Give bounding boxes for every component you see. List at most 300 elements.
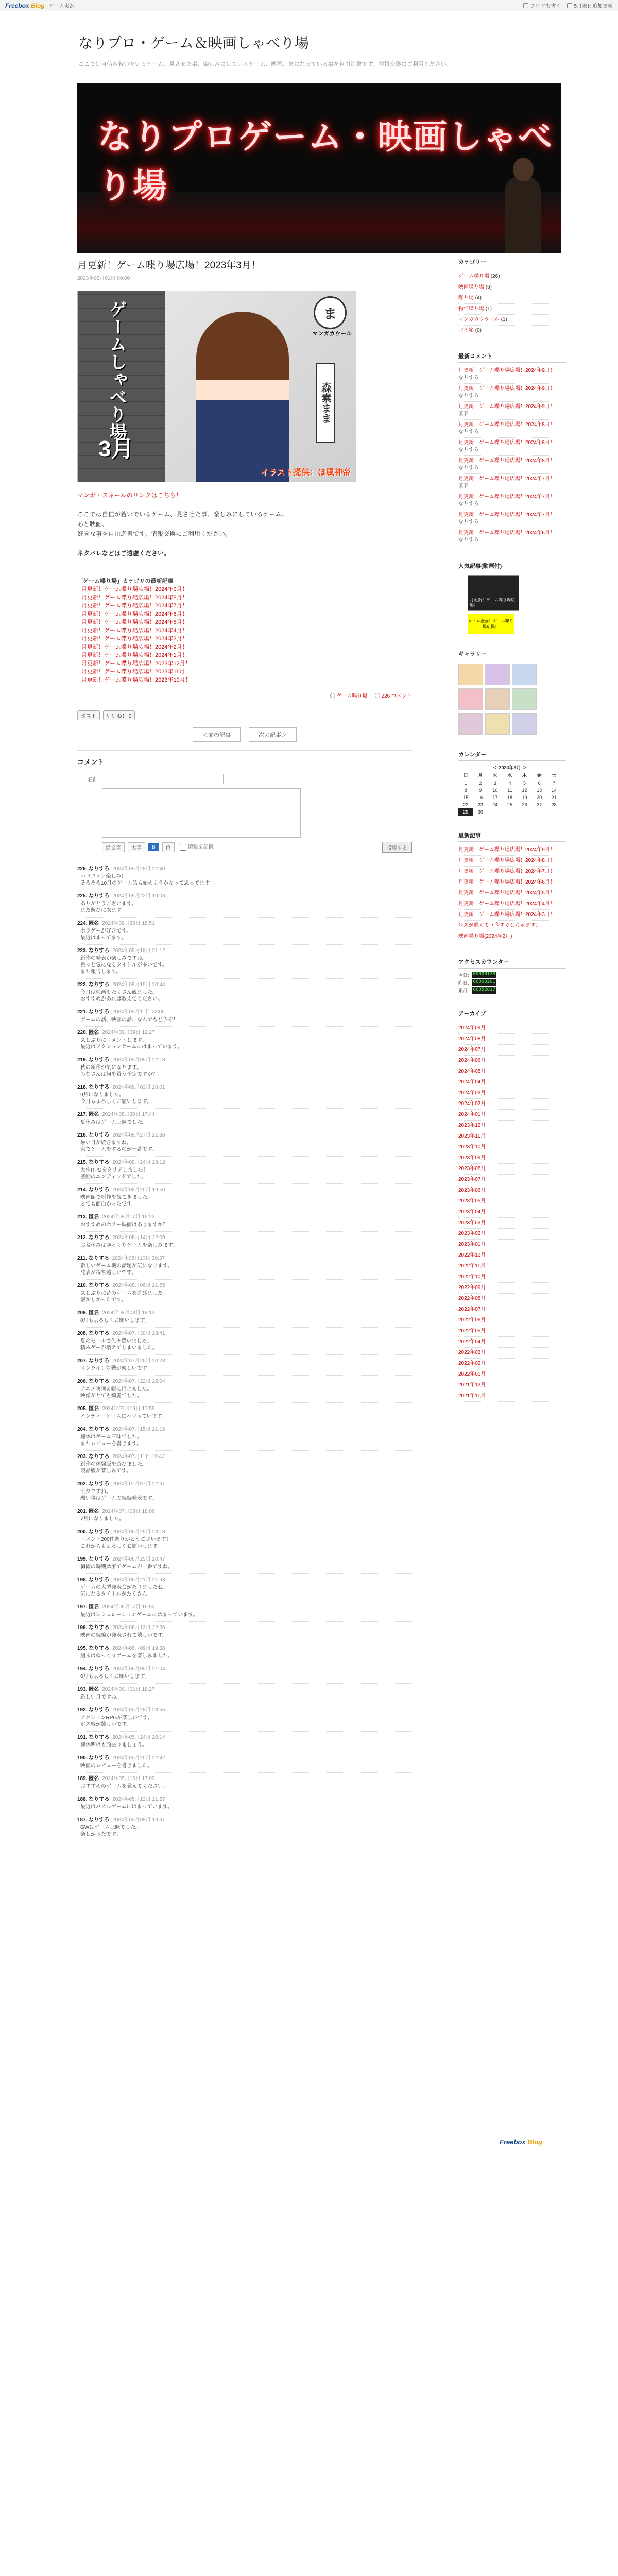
gallery-image[interactable] [458,713,483,735]
comment-text: 連休はゲーム三昧でした。 またレビューを書きます。 [80,1434,142,1447]
gallery-image[interactable] [458,688,483,710]
category-latest-link[interactable]: 月更新！ゲーム喋り場広場！2023年12月！ [81,660,191,667]
calendar-day[interactable]: 30 [477,809,483,815]
category-count: (1) [485,306,492,312]
comment-author[interactable]: 222. なりすろ [77,982,110,988]
calendar-day[interactable]: 26 [522,802,527,807]
footer-logo-main: Freebox [500,2138,526,2146]
comment-item [77,1622,412,1642]
calendar-day[interactable]: 18 [507,795,512,800]
recent-comment-item [458,510,566,528]
manga-link[interactable]: マンガ・スネールのリンクはこちら！ [77,492,182,499]
archive-link[interactable]: 2022年09月 [458,1285,486,1291]
comment-text: ハロウィン楽しみ！ そろそろ10月のゲーム話も始めようかなって思ってます。 [80,874,215,886]
recent-comment-article[interactable]: 月更新！ゲーム喋り場広場！2024年6月！ [458,530,555,536]
archive-link[interactable]: 2024年06月 [458,1058,486,1063]
calendar-day[interactable]: 9 [479,788,482,793]
category-count: (6) [485,284,492,290]
comment-author[interactable]: 196. なりすろ [77,1625,110,1631]
comments-heading: コメント [77,750,412,767]
comment-item [77,1423,412,1451]
comment-item [77,1232,412,1252]
name-input[interactable] [102,774,224,784]
calendar-day[interactable]: 27 [537,802,542,807]
category-latest-link[interactable]: 月更新！ゲーム喋り場広場！2024年8月！ [81,595,188,601]
comment-date: 2024年07月19日 17:59 [102,1406,155,1412]
comment-author[interactable]: 211. なりすろ [77,1256,109,1261]
image-vertical-text: ゲームしゃべり場 [107,300,126,440]
post-comments-link[interactable] [375,691,412,699]
banner-title: なりプロゲーム・映画しゃべり場 [98,117,553,206]
category-latest-link[interactable]: 月更新！ゲーム喋り場広場！2024年7月！ [81,603,188,609]
post-body [77,510,412,558]
comment-header [77,1378,412,1385]
recent-comment-article[interactable]: 月更新！ゲーム喋り場広場！2024年8月！ [458,422,555,428]
comment-text: GWはゲーム三昧でした。 楽しかったです。 [80,1825,141,1837]
comment-header [77,1255,412,1262]
calendar-day[interactable]: 10 [492,788,498,793]
comment-author[interactable]: 217. 匿名 [77,1112,99,1117]
gallery-image[interactable] [458,664,483,685]
category-latest-link[interactable]: 月更新！ゲーム喋り場広場！2024年2月！ [81,644,188,650]
calendar-day[interactable]: 1 [464,781,467,786]
archive-link[interactable]: 2022年06月 [458,1317,486,1323]
calendar-day[interactable]: 16 [477,795,483,800]
calendar-day[interactable]: 4 [508,781,511,786]
comment-text: 映画の続編が発表されて嬉しいです。 [80,1633,168,1638]
comment-date: 2024年09月02日 20:01 [112,1084,165,1090]
calendar-day[interactable]: 22 [463,802,469,807]
comment-author[interactable]: 213. 匿名 [77,1214,99,1220]
comment-text: 暑い日が続きますね。 家でゲームをするのが一番です。 [80,1140,158,1153]
comment-text: おすすめのホラー映画はありますか？ [80,1222,168,1228]
calendar-day[interactable]: 24 [492,802,498,807]
comment-text: 6月もよろしくお願いします。 [80,1674,150,1680]
calendar-day[interactable]: 5 [523,781,526,786]
category-item [458,326,566,336]
archive-link[interactable]: 2023年10月 [458,1144,486,1150]
archive-link[interactable]: 2022年11月 [458,1263,486,1269]
comment-textarea[interactable] [102,788,301,838]
calendar-caption[interactable]: ＜ 2024年9月 ＞ [492,765,527,770]
calendar-day[interactable]: 13 [537,788,542,793]
comment-header [77,1310,412,1316]
category-link[interactable]: マンガカウラール [458,317,500,323]
recent-comments-box [458,352,566,546]
comment-header [77,1508,412,1515]
comment-author[interactable]: 187. なりすろ [77,1817,110,1823]
comment-date: 2024年06月05日 21:04 [112,1666,165,1672]
archive-item [458,1369,566,1380]
comment-header [77,866,412,872]
calendar-day[interactable]: 12 [522,788,527,793]
comment-text: おすすめのゲームを教えてください。 [80,1784,168,1789]
recent-comment-article[interactable]: 月更新！ゲーム喋り場広場！2024年9月！ [458,404,555,410]
comment-item [77,1355,412,1376]
archive-item [458,1034,566,1045]
comment-header [77,1426,412,1433]
comment-date: 2024年09月05日 22:18 [112,1057,165,1063]
latest-post-link[interactable]: 月更新！ゲーム喋り場広場！2024年3月！ [458,912,555,918]
access-counter [458,972,566,994]
comment-author[interactable]: 212. なりすろ [77,1235,110,1241]
comment-author[interactable]: 207. なりすろ [77,1358,110,1364]
recent-comment-author: 匿名 [458,411,469,417]
comment-author[interactable]: 195. なりすろ [77,1646,110,1651]
comment-list [77,863,412,1841]
content-area [62,0,556,2576]
calendar-day[interactable]: 19 [522,795,527,800]
comment-date: 2024年05月28日 23:55 [112,1707,165,1713]
archive-link[interactable]: 2021年11月 [458,1393,486,1399]
comment-author[interactable]: 192. なりすろ [77,1707,110,1713]
calendar-week-row [458,794,561,801]
comment-header [77,1057,412,1063]
calendar-weekday: 月 [478,773,483,778]
archive-link[interactable]: 2022年01月 [458,1371,486,1377]
archive-item [458,1391,566,1402]
comment-header [77,1556,412,1563]
recent-comment-author: なりすろ [458,519,479,525]
comment-text: 秋の新作が気になります。 みなさんは何を買う予定ですか？ [80,1065,158,1077]
calendar-day[interactable]: 3 [493,781,496,786]
calendar-day[interactable]: 6 [538,781,541,786]
comment-author[interactable]: 204. なりすろ [77,1427,110,1432]
category-link[interactable]: 映画喋り場 [458,284,484,290]
latest-post-link[interactable]: 月更新！ゲーム喋り場広場！2024年5月！ [458,890,555,896]
archive-item [458,1337,566,1348]
comment-header [77,1453,412,1460]
comment-item [77,1054,412,1081]
comment-author[interactable]: 191. なりすろ [77,1735,110,1740]
comment-author[interactable]: 210. なりすろ [77,1283,110,1289]
comment-author[interactable]: 201. 匿名 [77,1509,99,1514]
calendar-week-row [458,779,561,787]
comment-author[interactable]: 206. なりすろ [77,1379,110,1384]
recent-comment-article[interactable]: 月更新！ゲーム喋り場広場！2024年8月！ [458,440,555,446]
calendar-day[interactable]: 15 [463,795,469,800]
recent-comment-item [458,528,566,546]
archive-link[interactable]: 2023年12月 [458,1123,486,1128]
archive-item [458,1175,566,1185]
remember-check[interactable] [180,844,186,851]
comment-date: 2024年05月24日 20:14 [112,1735,165,1740]
comment-author[interactable]: 226. なりすろ [77,866,110,872]
comment-author[interactable]: 188. なりすろ [77,1797,110,1802]
user-icon [567,3,572,8]
calendar-day[interactable]: 11 [507,788,512,793]
comment-item [77,1574,412,1601]
archive-link[interactable]: 2023年08月 [458,1166,486,1172]
calendar-day[interactable]: 8 [464,788,467,793]
comment-author[interactable]: 214. なりすろ [77,1187,110,1193]
comment-item [77,918,412,945]
post-category-link[interactable] [330,691,368,699]
archive-item [458,1348,566,1359]
categories-title: カテゴリー [458,258,566,268]
comment-date: 2024年09月09日 19:27 [102,1030,155,1036]
comment-item [77,1081,412,1109]
archive-item [458,1196,566,1207]
category-latest-link[interactable]: 月更新！ゲーム喋り場広場！2024年9月！ [81,586,188,592]
comment-item [77,1109,412,1129]
gallery-grid [458,664,566,735]
archive-link[interactable]: 2023年01月 [458,1242,486,1247]
comment-item [77,1307,412,1328]
comment-author[interactable]: 189. 匿名 [77,1776,99,1782]
comment-author[interactable]: 198. なりすろ [77,1577,110,1583]
site-title[interactable]: なりプロ・ゲーム＆映画しゃべり場 [78,35,310,51]
archive-link[interactable]: 2022年03月 [458,1350,486,1355]
archive-link[interactable]: 2022年07月 [458,1307,486,1312]
category-latest-link[interactable]: 月更新！ゲーム喋り場広場！2024年1月！ [81,652,188,658]
site-description: ここでは自信が若いでいるゲーム、見させた事、楽しみにしているゲーム、映画、気になっている事を自由迄書です。情報交換にご利用ください。 [78,61,452,67]
gallery-image[interactable] [512,688,537,710]
category-latest-link[interactable]: 月更新！ゲーム喋り場広場！2024年3月！ [81,636,188,642]
comment-author[interactable]: 199. なりすろ [77,1556,110,1562]
latest-post-link[interactable]: 月更新！ゲーム喋り場広場！2024年6月！ [458,879,555,885]
emoji-button[interactable]: 絵文字 [102,842,125,852]
latest-post-link[interactable]: レスが遅くて（今すぐしちゃます） [458,923,541,928]
access-count: 00000201 [472,979,496,986]
popular-thumbnail[interactable]: 月更新！ゲーム喋り場広場！ [468,575,519,611]
archive-link[interactable]: 2023年09月 [458,1155,486,1161]
comment-author[interactable]: 225. なりすろ [77,893,110,899]
calendar-day [503,808,518,816]
comment-date: 2024年09月20日 18:51 [102,921,155,926]
name-label: 名前 [88,777,98,783]
calendar-day [517,808,532,816]
comment-date: 2024年07月30日 23:41 [112,1331,165,1336]
gallery-image[interactable] [485,713,510,735]
comment-author[interactable]: 203. なりすろ [77,1454,110,1460]
like-label: いいね！ [107,714,127,719]
comment-icon [375,693,380,698]
write-blog-label: ブログを書く [530,4,561,9]
new-user-link[interactable] [567,2,613,9]
latest-post-link[interactable]: 映画喋り場(2024年2月) [458,934,512,939]
recent-comment-article[interactable]: 月更新！ゲーム喋り場広場！2024年7月！ [458,476,555,482]
comment-header [77,1084,412,1091]
category-latest-link[interactable]: 月更新！ゲーム喋り場広場！2024年4月！ [81,628,188,634]
calendar-box [458,750,566,816]
archive-list [458,1023,566,1402]
comment-date: 2024年07月07日 22:31 [112,1481,165,1487]
comment-author[interactable]: 219. なりすろ [77,1057,110,1063]
remember-checkbox[interactable] [178,842,214,852]
archive-item [458,1304,566,1315]
image-logo: ま [314,296,347,329]
comment-item [77,979,412,1006]
archive-link[interactable]: 2022年02月 [458,1361,486,1366]
comment-date: 2024年05月12日 21:57 [112,1797,165,1802]
comment-item [77,1773,412,1793]
logo-sub-text: Blog [31,2,45,9]
archive-link[interactable]: 2023年02月 [458,1231,486,1236]
comment-author[interactable]: 208. なりすろ [77,1331,110,1336]
post-title[interactable]: 月更新！ゲーム喋り場広場！2023年3月！ [77,260,261,271]
footer-logo[interactable] [500,2138,542,2146]
archive-link[interactable]: 2024年03月 [458,1090,486,1096]
archive-link[interactable]: 2024年02月 [458,1101,486,1107]
comment-author[interactable]: 202. なりすろ [77,1481,110,1487]
category-latest-link[interactable]: 月更新！ゲーム喋り場広場！2024年6月！ [81,611,188,617]
comment-date: 2024年08月14日 22:09 [112,1235,165,1241]
comment-item [77,1403,412,1423]
archive-link[interactable]: 2023年03月 [458,1220,486,1226]
comment-author[interactable]: 218. なりすろ [77,1084,110,1090]
category-link[interactable]: ゴミ箱 [458,328,474,333]
archive-link[interactable]: 2021年12月 [458,1382,486,1388]
archive-link[interactable]: 2024年09月 [458,1025,486,1031]
access-label: 累計: [458,988,469,993]
archive-link[interactable]: 2023年07月 [458,1177,486,1182]
recent-comment-article[interactable]: 月更新！ゲーム喋り場広場！2024年7月！ [458,494,555,500]
archive-link[interactable]: 2022年04月 [458,1339,486,1345]
calendar-weekday: 木 [522,773,527,778]
archive-link[interactable]: 2024年01月 [458,1112,486,1117]
recent-comment-author: なりすろ [458,447,479,453]
latest-post-link[interactable]: 月更新！ゲーム喋り場広場！2024年7月！ [458,869,555,874]
calendar-day[interactable]: 21 [551,795,557,800]
latest-post-item [458,877,566,888]
bold-b-button[interactable]: B [148,843,159,851]
comment-author[interactable]: 221. なりすろ [77,1009,110,1015]
archive-link[interactable]: 2024年05月 [458,1069,486,1074]
category-item [458,315,566,326]
gallery-image[interactable] [485,664,510,685]
archive-link[interactable]: 2023年05月 [458,1198,486,1204]
calendar-day[interactable]: 25 [507,802,512,807]
section-link[interactable]: ゲーム実況 [48,4,75,9]
calendar-day[interactable]: 28 [551,802,557,807]
comment-date: 2024年08月10日 20:37 [112,1256,165,1261]
calendar-day[interactable]: 20 [537,795,542,800]
submit-comment-button[interactable]: 投稿する [382,842,412,853]
comment-author[interactable]: 197. 匿名 [77,1604,99,1610]
recent-comment-article[interactable]: 月更新！ゲーム喋り場広場！2024年7月！ [458,512,555,518]
archive-link[interactable]: 2024年07月 [458,1047,486,1053]
recent-comment-author: なりすろ [458,537,479,543]
archive-link[interactable]: 2023年11月 [458,1133,486,1139]
comment-text: 新しい月ですね。 [80,1694,122,1700]
comment-date: 2024年09月11日 23:05 [112,1009,165,1015]
comment-author[interactable]: 200. なりすろ [77,1529,110,1535]
latest-post-link[interactable]: 月更新！ゲーム喋り場広場！2024年9月！ [458,847,555,853]
calendar-day[interactable]: 23 [477,802,483,807]
category-latest-header: 「ゲーム喋り場」カテゴリの最新記事 [77,578,174,584]
bold-button[interactable]: 太字 [128,842,145,852]
post-image[interactable] [77,291,356,482]
category-link[interactable]: 物で喋り場 [458,306,484,312]
comment-author[interactable]: 209. 匿名 [77,1310,99,1316]
comment-author[interactable]: 223. なりすろ [77,948,110,954]
comment-date: 2024年06月21日 21:33 [112,1577,165,1583]
archive-link[interactable]: 2023年06月 [458,1188,486,1193]
gallery-image[interactable] [512,664,537,685]
latest-post-item [458,856,566,867]
comment-header [77,1604,412,1611]
comment-date: 2024年06月01日 18:27 [102,1687,155,1692]
archive-item [458,1218,566,1229]
access-label: 今日: [458,973,469,978]
category-latest-link[interactable]: 月更新！ゲーム喋り場広場！2024年5月！ [81,619,188,625]
sidebar [458,258,566,1417]
prev-post-button[interactable]: ＜前の記事 [193,727,241,742]
recent-comment-article[interactable]: 月更新！ゲーム喋り場広場！2024年8月！ [458,458,555,464]
comment-item [77,1732,412,1752]
calendar-day[interactable]: 29 [458,808,473,816]
archive-link[interactable]: 2023年04月 [458,1209,486,1215]
latest-post-link[interactable]: 月更新！ゲーム喋り場広場！2024年4月！ [458,901,555,907]
archive-link[interactable]: 2022年08月 [458,1296,486,1301]
archive-item [458,1380,566,1391]
category-link[interactable]: ゲーム喋り場 [458,274,489,279]
recent-comment-item [458,366,566,384]
gallery-image[interactable] [485,688,510,710]
category-latest-link[interactable]: 月更新！ゲーム喋り場広場！2023年11月！ [81,669,191,675]
comment-item [77,1451,412,1478]
access-counter-box [458,958,566,994]
archive-link[interactable]: 2024年04月 [458,1079,486,1085]
archive-link[interactable]: 2022年05月 [458,1328,486,1334]
comment-date: 2024年07月11日 19:42 [112,1454,165,1460]
latest-post-item [458,910,566,921]
gallery-image[interactable] [512,713,537,735]
archive-box [458,1009,566,1402]
comment-author[interactable]: 216. なりすろ [77,1132,110,1138]
color-button[interactable]: 色 [162,842,175,852]
archive-item [458,1131,566,1142]
latest-post-link[interactable]: 月更新！ゲーム喋り場広場！2024年8月！ [458,858,555,863]
comment-author[interactable]: 194. なりすろ [77,1666,110,1672]
comment-header [77,1796,412,1803]
comment-author[interactable]: 224. 匿名 [77,921,99,926]
archive-link[interactable]: 2024年08月 [458,1036,486,1042]
comment-header [77,1707,412,1714]
access-count: 00052817 [472,987,496,994]
comment-author[interactable]: 215. なりすろ [77,1160,110,1165]
like-button[interactable] [103,710,135,720]
comment-text: アニメ映画を観に行きました。 映像がとても綺麗でした。 [80,1386,152,1399]
comment-header [77,920,412,927]
archive-link[interactable]: 2022年10月 [458,1274,486,1280]
category-latest-link[interactable]: 月更新！ゲーム喋り場広場！2023年10月！ [81,677,191,683]
recent-comment-article[interactable]: 月更新！ゲーム喋り場広場！2024年9月！ [458,368,555,374]
comment-author[interactable]: 190. なりすろ [77,1755,110,1761]
popular-thumbnail-2[interactable]: レトロ漫画！ゲーム喋り場広場！ [468,614,514,634]
calendar-day[interactable]: 2 [479,781,482,786]
recent-comment-article[interactable]: 月更新！ゲーム喋り場広場！2024年9月！ [458,386,555,392]
calendar-week-row [458,801,561,808]
next-post-button[interactable]: 次の記事＞ [249,727,297,742]
service-logo[interactable] [5,2,45,9]
tweet-button[interactable]: ポスト [77,710,100,720]
calendar-day[interactable]: 14 [551,788,557,793]
comment-author[interactable]: 205. 匿名 [77,1406,99,1412]
category-count: (0) [475,328,482,333]
comment-date: 2024年06月25日 20:47 [112,1556,165,1562]
comment-author[interactable]: 193. 匿名 [77,1687,99,1692]
comment-text: 新作の体験版を遊びました。 製品版が楽しみです。 [80,1462,147,1474]
archive-link[interactable]: 2022年12月 [458,1252,486,1258]
calendar-day[interactable]: 17 [492,795,498,800]
category-link[interactable]: 喋り場 [458,295,474,301]
recent-comments-title: 最新コメント [458,352,566,363]
comment-author[interactable]: 220. 匿名 [77,1030,99,1036]
calendar-day[interactable]: 7 [553,781,556,786]
comment-header [77,1214,412,1221]
